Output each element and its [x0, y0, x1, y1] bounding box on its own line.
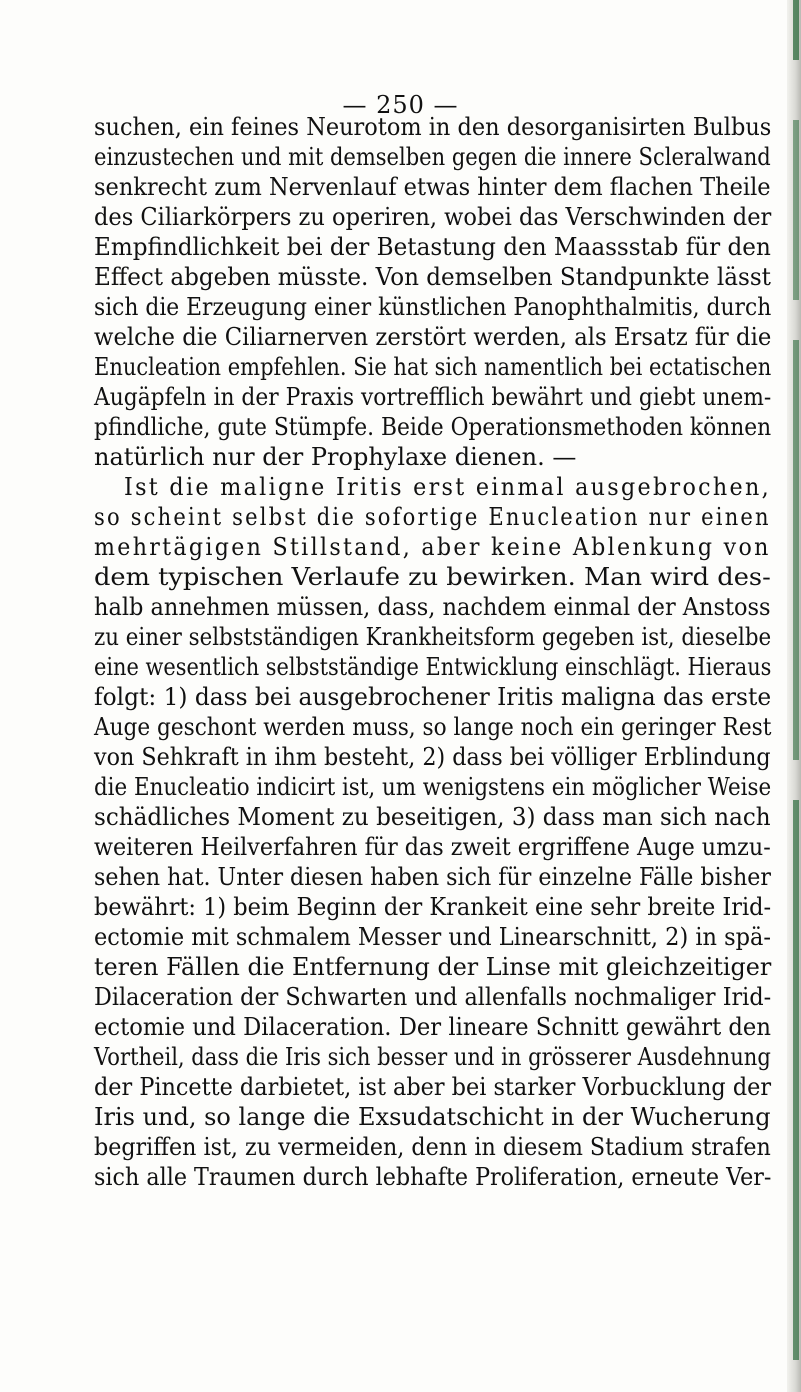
text-line: sich die Erzeugung einer künstlichen Panophthalmitis, durch	[94, 293, 772, 321]
text-line: einzustechen und mit demselben gegen die innere Scleralwand	[94, 143, 771, 171]
page-edge-stain	[793, 120, 799, 300]
page-edge	[787, 0, 801, 1392]
text-line: Vortheil, dass die Iris sich besser und in grösserer Ausdehnung	[94, 1043, 771, 1071]
text-line: suchen, ein feines Neurotom in den desorganisirten Bulbus	[94, 113, 772, 141]
text-line: Augäpfeln in der Praxis vortrefflich bewährt und giebt unem-	[94, 383, 772, 411]
text-line: ectomie und Dilaceration. Der lineare Schnitt gewährt den	[94, 1013, 771, 1041]
text-line: eine wesentlich selbstständige Entwicklung einschlägt. Hieraus	[94, 653, 772, 681]
text-line: teren Fällen die Entfernung der Linse mit gleichzeitiger	[94, 953, 772, 981]
text-line: mehrtägigen Stillstand, aber keine Ablenkung von	[94, 533, 771, 561]
text-line: Iris und, so lange die Exsudatschicht in der Wucherung	[94, 1103, 771, 1131]
text-line: Effect abgeben müsste. Von demselben Standpunkte lässt	[94, 263, 771, 291]
text-line: sehen hat. Unter diesen haben sich für einzelne Fälle bisher	[94, 863, 771, 891]
text-line: die Enucleatio indicirt ist, um wenigstens ein möglicher Weise	[94, 773, 772, 801]
text-line: natürlich nur der Prophylaxe dienen. —	[94, 443, 577, 471]
page-edge-stain	[793, 340, 799, 760]
text-line: senkrecht zum Nervenlauf etwas hinter dem flachen Theile	[94, 173, 771, 201]
text-line: sich alle Traumen durch lebhafte Proliferation, erneute Ver-	[94, 1163, 772, 1191]
text-line: zu einer selbstständigen Krankheitsform gegeben ist, dieselbe	[94, 623, 772, 651]
text-line: von Sehkraft in ihm besteht, 2) dass bei völliger Erblindung	[94, 743, 771, 771]
text-line: folgt: 1) dass bei ausgebrochener Iritis maligna das erste	[94, 683, 772, 711]
text-line: Enucleation empfehlen. Sie hat sich namentlich bei ectatischen	[94, 353, 772, 381]
text-line: halb annehmen müssen, dass, nachdem einmal der Anstoss	[94, 593, 771, 621]
text-line: weiteren Heilverfahren für das zweit ergriffene Auge umzu-	[94, 833, 771, 861]
text-line: pfindliche, gute Stümpfe. Beide Operationsmethoden können	[94, 413, 772, 441]
text-line: Empfindlichkeit bei der Betastung den Maassstab für den	[94, 233, 771, 261]
text-line: Auge geschont werden muss, so lange noch ein geringer Rest	[94, 713, 772, 741]
text-line: Ist die maligne Iritis erst einmal ausgebrochen,	[124, 473, 771, 501]
page-number: — 250 —	[342, 91, 459, 119]
text-line: des Ciliarkörpers zu operiren, wobei das Verschwinden der	[94, 203, 772, 231]
text-line: der Pincette darbietet, ist aber bei starker Vorbucklung der	[94, 1073, 772, 1101]
text-line: schädliches Moment zu beseitigen, 3) dass man sich nach	[94, 803, 771, 831]
page-edge-stain	[793, 0, 799, 60]
text-line: bewährt: 1) beim Beginn der Krankeit eine sehr breite Irid-	[94, 893, 772, 921]
text-line: so scheint selbst die sofortige Enucleation nur einen	[94, 503, 771, 531]
text-line: begriffen ist, zu vermeiden, denn in diesem Stadium strafen	[94, 1133, 771, 1161]
text-line: Dilaceration der Schwarten und allenfalls nochmaliger Irid-	[94, 983, 772, 1011]
text-line: dem typischen Verlaufe zu bewirken. Man wird des-	[94, 563, 771, 591]
text-line: ectomie mit schmalem Messer und Linearschnitt, 2) in spä-	[94, 923, 771, 951]
text-line: welche die Ciliarnerven zerstört werden, als Ersatz für die	[94, 323, 772, 351]
page-edge-stain	[793, 800, 799, 1360]
